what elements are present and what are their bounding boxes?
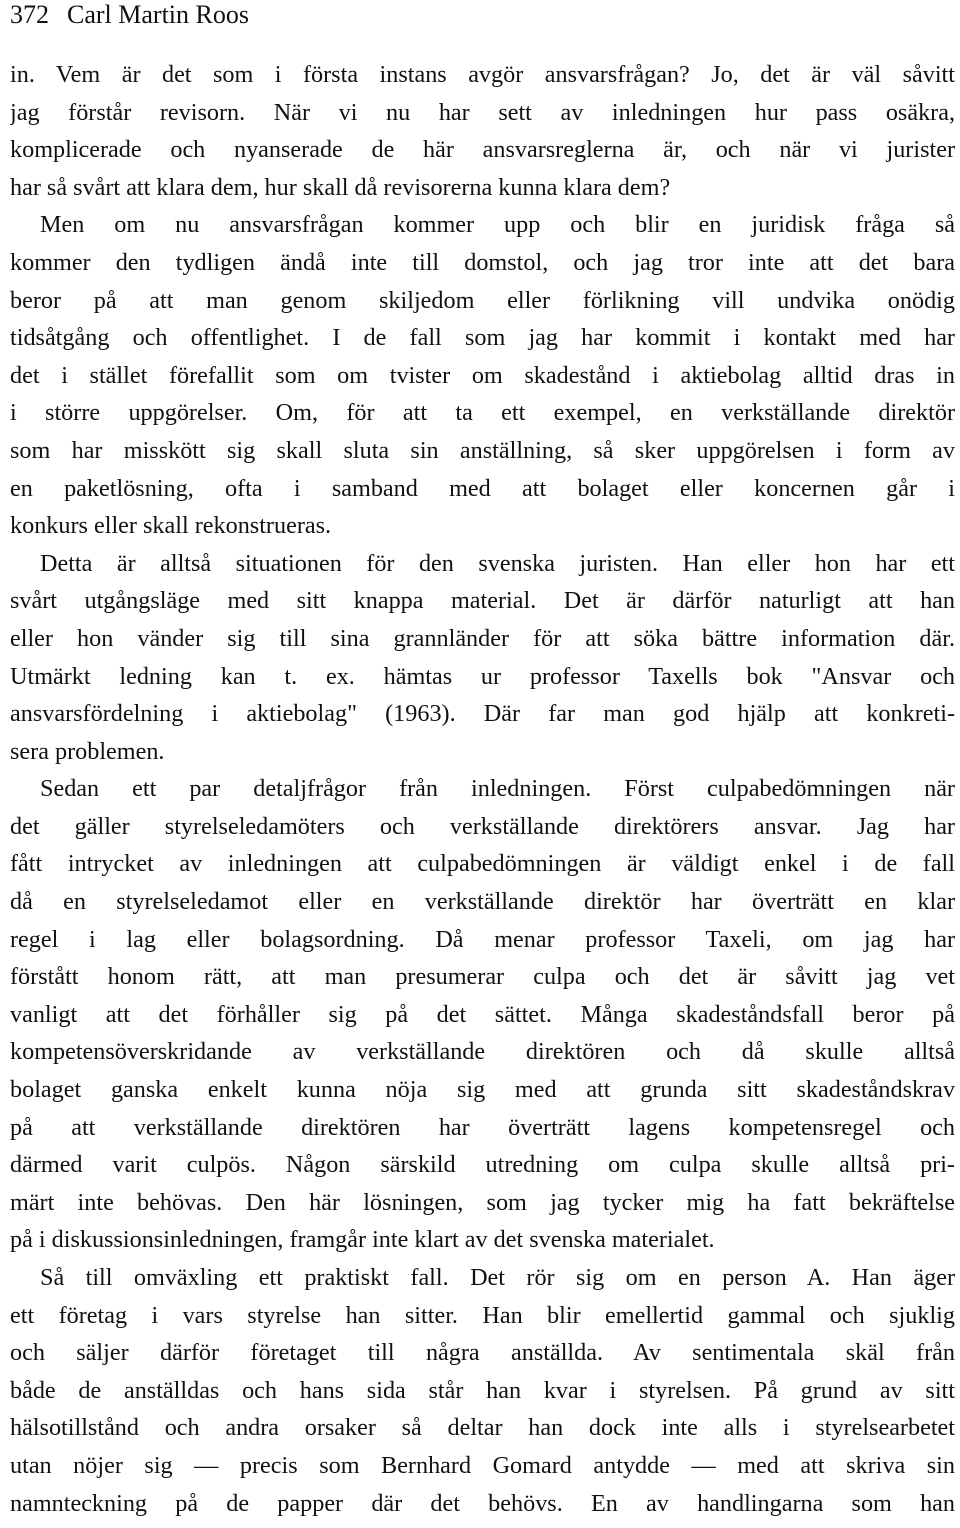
text-line: har så svårt att klara dem, hur skall då revisorerna kunna klara dem? bbox=[10, 173, 671, 201]
text-line: både de anställdas och hans sida står han kvar i styrelsen. På grund av sitt bbox=[10, 1376, 955, 1404]
text-line: en paketlösning, ofta i samband med att bolaget eller koncernen går i bbox=[10, 474, 955, 502]
text-line: det i stället förefallit som om tvister om skadestånd i aktiebolag alltid dras in bbox=[10, 361, 955, 389]
text-line: Sedan ett par detaljfrågor från inledningen. Först culpabedömningen när bbox=[40, 775, 955, 803]
text-line: sera problemen. bbox=[10, 737, 165, 765]
running-head bbox=[10, 0, 955, 36]
text-line: namnteckning på de papper där det behövs. En av handlingarna som han bbox=[10, 1489, 955, 1517]
text-line: Så till omväxling ett praktiskt fall. Det rör sig om en person A. Han äger bbox=[40, 1264, 955, 1291]
text-line: som har misskött sig skall sluta sin anställning, så sker uppgörelsen i form av bbox=[10, 436, 955, 464]
text-line: ansvarsfördelning i aktiebolag" (1963). Där far man god hjälp att konkreti- bbox=[10, 700, 955, 728]
text-line: regel i lag eller bolagsordning. Då menar professor Taxeli, om jag har bbox=[10, 925, 955, 953]
body-text bbox=[10, 56, 955, 1522]
text-line: därmed varit culpös. Någon särskild utredning om culpa skulle alltså pri- bbox=[10, 1151, 955, 1179]
text-line: på i diskussionsinledningen, framgår inte klart av det svenska materialet. bbox=[10, 1226, 715, 1254]
text-line: i större uppgörelser. Om, för att ta ett exempel, en verkställande direktör bbox=[10, 399, 955, 427]
text-line: Detta är alltså situationen för den svenska juristen. Han eller hon har ett bbox=[40, 549, 955, 577]
text-line: tidsåtgång och offentlighet. I de fall som jag har kommit i kontakt med har bbox=[10, 324, 955, 352]
running-head-author: Carl Martin Roos bbox=[67, 0, 249, 29]
text-line: då en styrelseledamot eller en verkställande direktör har överträtt en klar bbox=[10, 888, 955, 916]
text-line: Men om nu ansvarsfrågan kommer upp och blir en juridisk fråga så bbox=[40, 211, 955, 239]
text-line: vanligt att det förhåller sig på det sättet. Många skadeståndsfall beror på bbox=[10, 1000, 955, 1028]
text-line: kommer den tydligen ändå inte till domstol, och jag tror inte att det bara bbox=[10, 248, 955, 276]
text-line: bolaget ganska enkelt kunna nöja sig med att grunda sitt skadeståndskrav bbox=[10, 1076, 955, 1104]
text-line: förstått honom rätt, att man presumerar culpa och det är såvitt jag vet bbox=[10, 963, 955, 991]
text-line: märt inte behövas. Den här lösningen, som jag tycker mig ha fatt bekräftelse bbox=[10, 1188, 955, 1216]
text-line: det gäller styrelseledamöters och verkställande direktörers ansvar. Jag har bbox=[10, 812, 955, 840]
text-line: ett företag i vars styrelse han sitter. Han blir emellertid gammal och sjuklig bbox=[10, 1301, 955, 1329]
text-line: hälsotillstånd och andra orsaker så deltar han dock inte alls i styrelsearbetet bbox=[10, 1414, 955, 1442]
page-number: 372 bbox=[10, 0, 49, 29]
text-line: in. Vem är det som i första instans avgör ansvarsfrågan? Jo, det är väl såvitt bbox=[10, 61, 955, 88]
text-line: Utmärkt ledning kan t. ex. hämtas ur professor Taxells bok "Ansvar och bbox=[10, 662, 955, 690]
text-line: beror på att man genom skiljedom eller förlikning vill undvika onödig bbox=[10, 286, 955, 314]
text-line: konkurs eller skall rekonstrueras. bbox=[10, 512, 332, 540]
text-line: fått intrycket av inledningen att culpabedömningen är väldigt enkel i de fall bbox=[10, 850, 955, 878]
text-line: kompetensöverskridande av verkställande direktören och då skulle alltså bbox=[10, 1038, 955, 1066]
text-line: eller hon vänder sig till sina grannländer för att söka bättre information där. bbox=[10, 624, 955, 652]
text-line: på att verkställande direktören har överträtt lagens kompetensregel och bbox=[10, 1113, 955, 1141]
text-line: jag förstår revisorn. När vi nu har sett av inledningen hur pass osäkra, bbox=[10, 98, 955, 126]
document-page bbox=[10, 0, 955, 1522]
text-line: och säljer därför företaget till några anställda. Av sentimentala skäl från bbox=[10, 1339, 955, 1367]
text-line: utan nöjer sig — precis som Bernhard Gomard antydde — med att skriva sin bbox=[10, 1451, 955, 1479]
text-line: svårt utgångsläge med sitt knappa material. Det är därför naturligt att han bbox=[10, 587, 955, 615]
text-line: komplicerade och nyanserade de här ansvarsreglerna är, och när vi jurister bbox=[10, 136, 955, 164]
